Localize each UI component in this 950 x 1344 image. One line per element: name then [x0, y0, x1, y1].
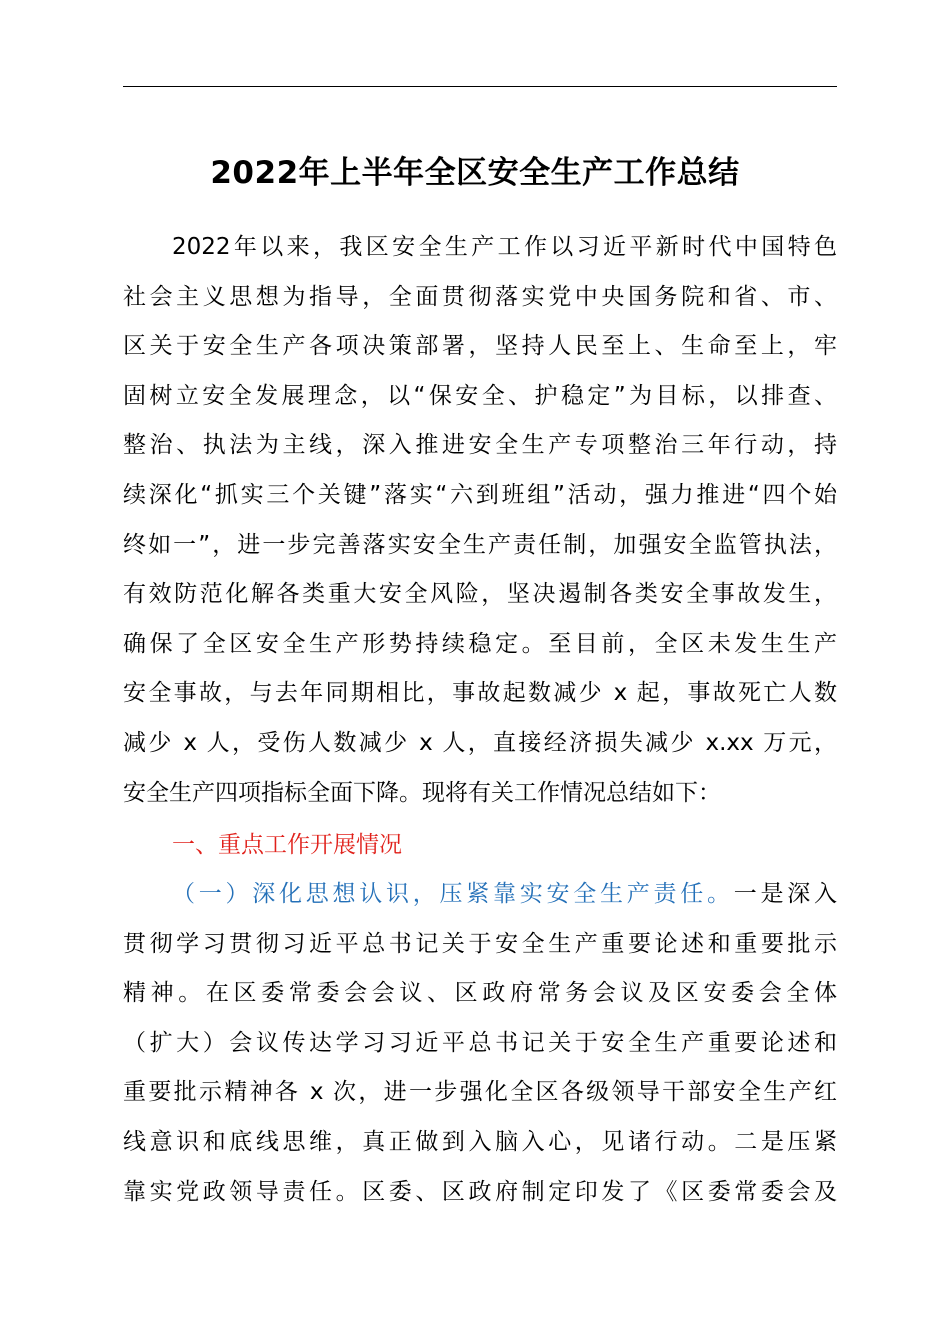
- subsection-line: 贯彻学习贯彻习近平总书记关于安全生产重要论述和重要批示: [123, 930, 837, 957]
- subsection-first-line-rest: 一是深入: [733, 881, 837, 907]
- intro-line: 安全事故，与去年同期相比，事故起数减少 x 起，事故死亡人数: [123, 680, 837, 707]
- intro-line: 确保了全区安全生产形势持续稳定。至目前，全区未发生生产: [123, 630, 837, 657]
- intro-line: 安全生产四项指标全面下降。现将有关工作情况总结如下：: [123, 779, 721, 806]
- intro-line: 2022年以来，我区安全生产工作以习近平新时代中国特色: [172, 234, 837, 260]
- intro-line: 整治、执法为主线，深入推进安全生产专项整治三年行动，持: [123, 432, 837, 459]
- subsection-paragraph: [123, 870, 837, 1217]
- subsection-line: 精神。在区委常委会会议、区政府常务会议及区安委会全体: [123, 980, 837, 1007]
- intro-line: 减少 x 人，受伤人数减少 x 人，直接经济损失减少 x.xx 万元，: [123, 729, 837, 756]
- intro-line: 终如一”，进一步完善落实安全生产责任制，加强安全监管执法，: [123, 531, 837, 558]
- subsection-line: 重要批示精神各 x 次，进一步强化全区各级领导干部安全生产红: [123, 1079, 837, 1106]
- subsection-heading: （一）深化思想认识，压紧靠实安全生产责任。: [172, 881, 734, 907]
- intro-line: 有效防范化解各类重大安全风险，坚决遏制各类安全事故发生，: [123, 581, 837, 608]
- intro-line: 固树立安全发展理念，以“保安全、护稳定”为目标，以排查、: [123, 382, 837, 409]
- header-rule: [123, 86, 837, 87]
- intro-line: 区关于安全生产各项决策部署，坚持人民至上、生命至上，牢: [123, 333, 837, 360]
- section-heading: 一、重点工作开展情况: [172, 832, 402, 858]
- subsection-first-line: [123, 870, 837, 920]
- intro-line: 续深化“抓实三个关键”落实“六到班组”活动，强力推进“四个始: [123, 481, 837, 508]
- intro-paragraph: [123, 223, 837, 818]
- subsection-line: 靠实党政领导责任。区委、区政府制定印发了《区委常委会及: [123, 1178, 837, 1205]
- subsection-line: （扩大）会议传达学习习近平总书记关于安全生产重要论述和: [123, 1029, 837, 1056]
- document-title: 2022年上半年全区安全生产工作总结: [210, 155, 740, 191]
- intro-line: 社会主义思想为指导，全面贯彻落实党中央国务院和省、市、: [123, 283, 837, 310]
- subsection-line: 线意识和底线思维，真正做到入脑入心，见诸行动。二是压紧: [123, 1128, 837, 1155]
